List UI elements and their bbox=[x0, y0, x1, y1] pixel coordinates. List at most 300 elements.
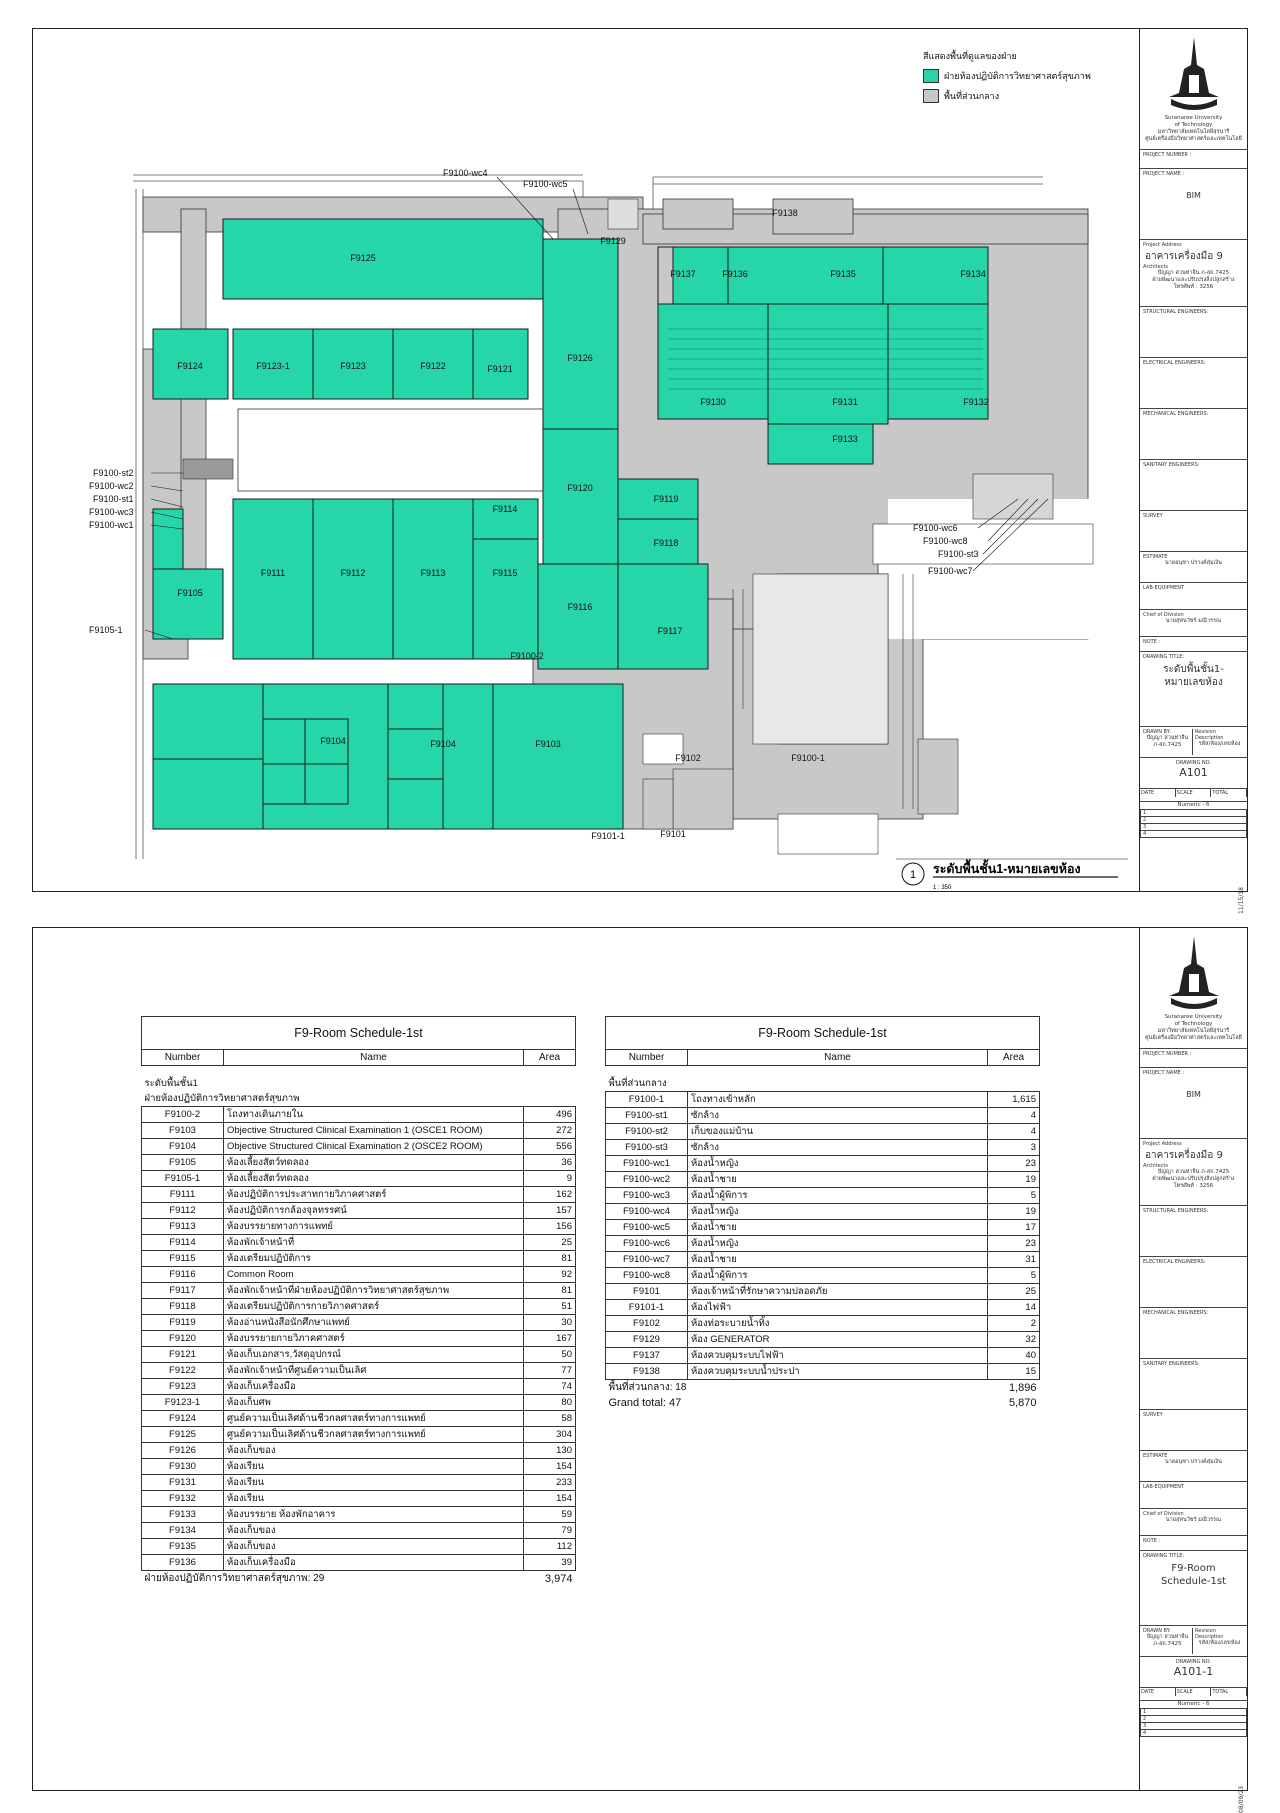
room-area: 79 bbox=[524, 1523, 576, 1539]
table-row bbox=[142, 1411, 576, 1427]
col-name: Name bbox=[688, 1050, 988, 1066]
room-label: F9123 bbox=[340, 361, 366, 371]
table-row bbox=[142, 1123, 576, 1139]
room-area: 36 bbox=[524, 1155, 576, 1171]
structural-label: STRUCTURAL ENGINEERS: bbox=[1143, 1208, 1209, 1214]
group-label: พื้นที่ส่วนกลาง bbox=[608, 1077, 667, 1089]
room-area: 19 bbox=[988, 1172, 1040, 1188]
uni-name-en: Suranaree University bbox=[1164, 1014, 1223, 1020]
table-row bbox=[606, 1332, 1040, 1348]
callout-label: F9100-wc6 bbox=[913, 523, 958, 533]
table-row bbox=[142, 1267, 576, 1283]
room-area: 154 bbox=[524, 1491, 576, 1507]
room-label: F9138 bbox=[772, 208, 798, 218]
room-number: F9100-wc3 bbox=[606, 1188, 688, 1204]
room-label: F9132 bbox=[963, 397, 989, 407]
room-name: เก็บของแม่บ้าน bbox=[688, 1124, 988, 1140]
room-name: ห้องน้ำหญิง bbox=[688, 1236, 988, 1252]
room-number: F9132 bbox=[142, 1491, 224, 1507]
project-number-label: PROJECT NUMBER : bbox=[1143, 152, 1192, 158]
project-name: BIM bbox=[1186, 191, 1201, 200]
room-label: F9124 bbox=[177, 361, 203, 371]
table-row bbox=[606, 1140, 1040, 1156]
table-row bbox=[142, 1235, 576, 1251]
table-row bbox=[142, 1251, 576, 1267]
room-area: 81 bbox=[524, 1251, 576, 1267]
room-number: F9129 bbox=[606, 1332, 688, 1348]
drawing-number: A101-1 bbox=[1173, 1665, 1214, 1678]
table-row bbox=[606, 1188, 1040, 1204]
table-row bbox=[606, 1124, 1040, 1140]
room-number: F9100-st3 bbox=[606, 1140, 688, 1156]
subtotal-label: ฝ่ายห้องปฏิบัติการวิทยาศาสตร์สุขภาพ: 29 bbox=[144, 1572, 325, 1584]
room-area: 3 bbox=[988, 1140, 1040, 1156]
room-number: F9116 bbox=[142, 1267, 224, 1283]
room-area: 130 bbox=[524, 1443, 576, 1459]
room-name: ห้องเลี้ยงสัตว์ทดลอง bbox=[224, 1155, 524, 1171]
room-number: F9101 bbox=[606, 1284, 688, 1300]
room-label: F9105 bbox=[177, 588, 203, 598]
room-name: ห้องควบคุมระบบไฟฟ้า bbox=[688, 1348, 988, 1364]
university-logo bbox=[1140, 928, 1247, 1048]
table-row bbox=[142, 1283, 576, 1299]
project-name-label: PROJECT NAME : bbox=[1143, 1070, 1185, 1076]
room-label: F9118 bbox=[653, 538, 679, 548]
room-name: ห้องไฟฟ้า bbox=[688, 1300, 988, 1316]
callout-label: F9100-wc1 bbox=[89, 520, 134, 530]
callout-label: F9105-1 bbox=[89, 625, 123, 635]
floor-plan-sheet bbox=[32, 28, 1248, 914]
room-name: ห้องพักเจ้าหน้าที่ศูนย์ความเป็นเลิศ bbox=[224, 1363, 524, 1379]
room-area: 5 bbox=[988, 1268, 1040, 1284]
callout-label: F9100-wc7 bbox=[928, 566, 973, 576]
drawing-no-label: DRAWING NO. bbox=[1176, 1659, 1211, 1665]
room-label: F9116 bbox=[567, 602, 593, 612]
view-number: 1 bbox=[909, 869, 917, 881]
room-name: ห้องเก็บเอกสาร,วัสดุอุปกรณ์ bbox=[224, 1347, 524, 1363]
room-area: 233 bbox=[524, 1475, 576, 1491]
room-name: ห้องพักเจ้าหน้าที่ฝ่ายห้องปฏิบัติการวิทยาศาสตร์สุขภาพ bbox=[224, 1283, 524, 1299]
grand-total-label: Grand total: 47 bbox=[608, 1396, 682, 1409]
date-label: DATE bbox=[1140, 1688, 1176, 1696]
table-row bbox=[606, 1156, 1040, 1172]
architect-dept: ฝ่ายพัฒนาและปรับปรุงสิ่งปลูกสร้าง bbox=[1152, 277, 1235, 283]
room-area: 77 bbox=[524, 1363, 576, 1379]
room-name: ศูนย์ความเป็นเลิศด้านชีวกลศาสตร์ทางการแพทย์ bbox=[224, 1427, 524, 1443]
drawing-title-label: DRAWING TITLE: bbox=[1143, 1553, 1185, 1559]
room-number: F9135 bbox=[142, 1539, 224, 1555]
grand-total-value: 5,870 bbox=[1008, 1396, 1037, 1409]
room-label: F9120 bbox=[567, 483, 593, 493]
room-number: F9122 bbox=[142, 1363, 224, 1379]
room-label: F9130 bbox=[700, 397, 726, 407]
table-row bbox=[606, 1204, 1040, 1220]
revision-label: Revision Description bbox=[1195, 729, 1224, 741]
room-area: 9 bbox=[524, 1171, 576, 1187]
numeric-format: Numeric - 6 bbox=[1177, 802, 1210, 808]
room-name: ห้องน้ำชาย bbox=[688, 1252, 988, 1268]
room-name: ห้องท่อระบายน้ำทิ้ง bbox=[688, 1316, 988, 1332]
table-row bbox=[142, 1219, 576, 1235]
room-label: F9121 bbox=[487, 364, 513, 374]
callout-label: F9100-wc3 bbox=[89, 507, 134, 517]
room-label: F9100-1 bbox=[791, 753, 825, 763]
room-number: F9130 bbox=[142, 1459, 224, 1475]
floor-plan-drawing bbox=[33, 29, 1133, 889]
room-area: 80 bbox=[524, 1395, 576, 1411]
room-number: F9100-wc7 bbox=[606, 1252, 688, 1268]
revision: รหัส/ห้อง/เลขห้อง bbox=[1198, 741, 1241, 747]
room-number: F9134 bbox=[142, 1523, 224, 1539]
room-label: F9111 bbox=[260, 568, 286, 578]
room-name: โถงทางเดินภายใน bbox=[224, 1107, 524, 1123]
room-name: Common Room bbox=[224, 1267, 524, 1283]
electrical-label: ELECTRICAL ENGINEERS: bbox=[1143, 1259, 1206, 1265]
room-name: ห้องเก็บเครื่องมือ bbox=[224, 1379, 524, 1395]
room-number: F9102 bbox=[606, 1316, 688, 1332]
sanitary-label: SANITARY ENGINEERS: bbox=[1143, 1361, 1200, 1367]
group-label: ฝ่ายห้องปฏิบัติการวิทยาศาสตร์สุขภาพ bbox=[144, 1092, 300, 1104]
col-number: Number bbox=[142, 1050, 224, 1066]
room-area: 496 bbox=[524, 1107, 576, 1123]
note-label: NOTE : bbox=[1143, 1538, 1161, 1544]
room-number: F9100-wc1 bbox=[606, 1156, 688, 1172]
architects-label: Architects bbox=[1143, 264, 1169, 270]
room-label: F9119 bbox=[653, 494, 679, 504]
col-area: Area bbox=[988, 1050, 1040, 1066]
room-label: F9113 bbox=[420, 568, 446, 578]
room-name: ซักล้าง bbox=[688, 1108, 988, 1124]
room-number: F9118 bbox=[142, 1299, 224, 1315]
table-row bbox=[142, 1379, 576, 1395]
room-label: F9117 bbox=[657, 626, 683, 636]
subtotal-label: พื้นที่ส่วนกลาง: 18 bbox=[608, 1381, 687, 1393]
chief-name: นายสุทนวัชร์ มณีวรรณ bbox=[1165, 618, 1222, 624]
uni-name-th: มหาวิทยาลัยเทคโนโลยีสุรนารี bbox=[1157, 129, 1230, 135]
room-label: F9123-1 bbox=[256, 361, 290, 371]
room-label: F9134 bbox=[960, 269, 986, 279]
subtotal-value: 1,896 bbox=[1008, 1381, 1037, 1394]
table-row bbox=[142, 1507, 576, 1523]
subtotal-value: 3,974 bbox=[544, 1572, 573, 1585]
date-label: DATE bbox=[1140, 789, 1176, 797]
room-area: 167 bbox=[524, 1331, 576, 1347]
room-area: 58 bbox=[524, 1411, 576, 1427]
architect-name: ปัญญา สวนท่าจีน ภ-สถ.7425 bbox=[1157, 270, 1230, 276]
room-name: ห้องเลี้ยงสัตว์ทดลอง bbox=[224, 1171, 524, 1187]
room-label: F9136 bbox=[722, 269, 748, 279]
lab-equipment-label: LAB-EQUIPMENT bbox=[1143, 1484, 1185, 1490]
architect-dept: ฝ่ายพัฒนาและปรับปรุงสิ่งปลูกสร้าง bbox=[1152, 1176, 1235, 1182]
room-area: 31 bbox=[988, 1252, 1040, 1268]
architect-phone: โทรศัพท์ : 3256 bbox=[1173, 1183, 1214, 1189]
drawing-title-label: DRAWING TITLE: bbox=[1143, 654, 1185, 660]
room-number: F9105 bbox=[142, 1155, 224, 1171]
table-row bbox=[142, 1187, 576, 1203]
lab-equipment-label: LAB-EQUIPMENT bbox=[1143, 585, 1185, 591]
project-name: BIM bbox=[1186, 1090, 1201, 1099]
room-name: Objective Structured Clinical Examination 1 (OSCE1 ROOM) bbox=[224, 1123, 524, 1139]
table-row bbox=[606, 1268, 1040, 1284]
project-address-label: Project Address bbox=[1143, 242, 1182, 248]
room-area: 23 bbox=[988, 1236, 1040, 1252]
architect-name: ปัญญา สวนท่าจีน ภ-สถ.7425 bbox=[1157, 1169, 1230, 1175]
sheet-date: 08/09/23 bbox=[1238, 1786, 1245, 1813]
legend-label-lab: ฝ่ายห้องปฏิบัติการวิทยาศาสตร์สุขภาพ bbox=[944, 72, 1091, 82]
table-row bbox=[142, 1139, 576, 1155]
sut-emblem-icon bbox=[1159, 35, 1229, 113]
architect-phone: โทรศัพท์ : 3256 bbox=[1173, 284, 1214, 290]
room-name: ห้องปฏิบัติการกล้องจุลทรรศน์ bbox=[224, 1203, 524, 1219]
table-row bbox=[606, 1284, 1040, 1300]
room-name: ห้องเก็บเครื่องมือ bbox=[224, 1555, 524, 1571]
room-number: F9104 bbox=[142, 1139, 224, 1155]
room-number: F9100-wc8 bbox=[606, 1268, 688, 1284]
revision-table: 1 2 3 4 bbox=[1140, 809, 1247, 838]
table-row bbox=[142, 1555, 576, 1571]
room-name: ศูนย์ความเป็นเลิศด้านชีวกลศาสตร์ทางการแพทย์ bbox=[224, 1411, 524, 1427]
room-number: F9100-wc5 bbox=[606, 1220, 688, 1236]
room-number: F9100-1 bbox=[606, 1092, 688, 1108]
room-number: F9120 bbox=[142, 1331, 224, 1347]
view-scale: 1 : 350 bbox=[933, 885, 952, 889]
room-name: ห้อง GENERATOR bbox=[688, 1332, 988, 1348]
table-row bbox=[606, 1348, 1040, 1364]
room-number: F9124 bbox=[142, 1411, 224, 1427]
table-row bbox=[606, 1316, 1040, 1332]
room-number: F9133 bbox=[142, 1507, 224, 1523]
room-area: 556 bbox=[524, 1139, 576, 1155]
center-name-th: ศูนย์เครื่องมือวิทยาศาสตร์และเทคโนโลยี bbox=[1145, 136, 1242, 142]
room-area: 30 bbox=[524, 1315, 576, 1331]
chief-label: Chief of Division bbox=[1143, 1511, 1184, 1517]
drawing-number: A101 bbox=[1179, 766, 1208, 779]
sheet-date: 11/15/18 bbox=[1238, 887, 1245, 914]
table-row bbox=[142, 1155, 576, 1171]
view-title: ระดับพื้นชั้น1-หมายเลขห้อง bbox=[933, 862, 1081, 876]
electrical-label: ELECTRICAL ENGINEERS: bbox=[1143, 360, 1206, 366]
callout-label: F9100-wc5 bbox=[523, 179, 568, 189]
room-area: 15 bbox=[988, 1364, 1040, 1380]
room-name: ห้องเตรียมปฏิบัติการ bbox=[224, 1251, 524, 1267]
revision: รหัส/ห้อง/เลขห้อง bbox=[1198, 1640, 1241, 1646]
table-row bbox=[142, 1299, 576, 1315]
room-area: 17 bbox=[988, 1220, 1040, 1236]
level-label: ระดับพื้นชั้น1 bbox=[144, 1077, 198, 1089]
table-row bbox=[606, 1092, 1040, 1108]
table-row bbox=[142, 1459, 576, 1475]
room-area: 157 bbox=[524, 1203, 576, 1219]
table-row bbox=[142, 1331, 576, 1347]
callout-label: F9100-wc8 bbox=[923, 536, 968, 546]
room-area: 1,615 bbox=[988, 1092, 1040, 1108]
room-number: F9100-wc6 bbox=[606, 1236, 688, 1252]
uni-name-en: Suranaree University bbox=[1164, 115, 1223, 121]
drawn-by-label: DRAWN BY: bbox=[1143, 1628, 1171, 1634]
room-area: 81 bbox=[524, 1283, 576, 1299]
drawing-title: ระดับพื้นชั้น1- หมายเลขห้อง bbox=[1163, 664, 1224, 688]
room-area: 5 bbox=[988, 1188, 1040, 1204]
table-row bbox=[142, 1315, 576, 1331]
room-area: 4 bbox=[988, 1124, 1040, 1140]
room-number: F9101-1 bbox=[606, 1300, 688, 1316]
callout-label: F9100-st2 bbox=[93, 468, 134, 478]
estimate-label: ESTIMATE bbox=[1143, 1453, 1168, 1459]
drawing-no-label: DRAWING NO. bbox=[1176, 760, 1211, 766]
sanitary-label: SANITARY ENGINEERS: bbox=[1143, 462, 1200, 468]
room-area: 50 bbox=[524, 1347, 576, 1363]
mechanical-label: MECHANICAL ENGINEERS: bbox=[1143, 1310, 1209, 1316]
scale-label: SCALE bbox=[1176, 1688, 1212, 1696]
room-name: ห้องเจ้าหน้าที่รักษาความปลอดภัย bbox=[688, 1284, 988, 1300]
revision-label: Revision Description bbox=[1195, 1628, 1224, 1640]
project-name-label: PROJECT NAME : bbox=[1143, 171, 1185, 177]
table-row bbox=[142, 1427, 576, 1443]
callout-label: F9100-wc2 bbox=[89, 481, 134, 491]
chief-label: Chief of Division bbox=[1143, 612, 1184, 618]
chief-name: นายสุทนวัชร์ มณีวรรณ bbox=[1165, 1517, 1222, 1523]
room-name: ห้องเรียน bbox=[224, 1491, 524, 1507]
room-area: 92 bbox=[524, 1267, 576, 1283]
survey-label: SURVEY bbox=[1143, 513, 1163, 519]
estimate-name: นายอนุชา ปรางค์สุ่มเงิน bbox=[1165, 560, 1222, 566]
drawing-title: F9-Room Schedule-1st bbox=[1160, 1563, 1227, 1587]
university-logo bbox=[1140, 29, 1247, 149]
room-name: ห้องเก็บของ bbox=[224, 1443, 524, 1459]
room-area: 162 bbox=[524, 1187, 576, 1203]
project-address-label: Project Address bbox=[1143, 1141, 1182, 1147]
room-area: 74 bbox=[524, 1379, 576, 1395]
callout-label: F9100-st1 bbox=[93, 494, 134, 504]
room-name: ห้องควบคุมระบบน้ำประปา bbox=[688, 1364, 988, 1380]
table-row bbox=[606, 1108, 1040, 1124]
room-label: F9112 bbox=[340, 568, 366, 578]
room-label: F9137 bbox=[670, 269, 696, 279]
room-area: 112 bbox=[524, 1539, 576, 1555]
drawn-by-label: DRAWN BY: bbox=[1143, 729, 1171, 735]
total-label: TOTAL bbox=[1211, 789, 1247, 797]
room-area: 40 bbox=[988, 1348, 1040, 1364]
room-name: ห้องบรรยาย ห้องพักอาคาร bbox=[224, 1507, 524, 1523]
room-area: 25 bbox=[988, 1284, 1040, 1300]
room-area: 32 bbox=[988, 1332, 1040, 1348]
room-number: F9111 bbox=[142, 1187, 224, 1203]
room-number: F9137 bbox=[606, 1348, 688, 1364]
table-row bbox=[606, 1220, 1040, 1236]
room-area: 39 bbox=[524, 1555, 576, 1571]
revision-table: 1 2 3 4 bbox=[1140, 1708, 1247, 1737]
table-row bbox=[606, 1236, 1040, 1252]
room-name: Objective Structured Clinical Examination 2 (OSCE2 ROOM) bbox=[224, 1139, 524, 1155]
table-row bbox=[142, 1363, 576, 1379]
uni-name-en-2: of Technology bbox=[1174, 122, 1213, 128]
room-label: F9131 bbox=[832, 397, 858, 407]
room-label: F9103 bbox=[535, 739, 561, 749]
table-row bbox=[142, 1491, 576, 1507]
room-name: ห้องเก็บศพ bbox=[224, 1395, 524, 1411]
table-row bbox=[606, 1300, 1040, 1316]
room-number: F9121 bbox=[142, 1347, 224, 1363]
room-number: F9100-wc4 bbox=[606, 1204, 688, 1220]
room-number: F9112 bbox=[142, 1203, 224, 1219]
table-row bbox=[142, 1395, 576, 1411]
room-number: F9131 bbox=[142, 1475, 224, 1491]
room-number: F9123-1 bbox=[142, 1395, 224, 1411]
survey-label: SURVEY bbox=[1143, 1412, 1163, 1418]
room-name: ห้องน้ำผู้พิการ bbox=[688, 1188, 988, 1204]
room-area: 304 bbox=[524, 1427, 576, 1443]
room-name: ห้องบรรยายทางการแพทย์ bbox=[224, 1219, 524, 1235]
room-area: 51 bbox=[524, 1299, 576, 1315]
room-schedule-sheet bbox=[32, 927, 1248, 1813]
estimate-label: ESTIMATE bbox=[1143, 554, 1168, 560]
room-name: ห้องน้ำชาย bbox=[688, 1220, 988, 1236]
room-name: ห้องน้ำหญิง bbox=[688, 1204, 988, 1220]
mechanical-label: MECHANICAL ENGINEERS: bbox=[1143, 411, 1209, 417]
legend-label-common: พื้นที่ส่วนกลาง bbox=[944, 92, 1000, 102]
room-label: F9133 bbox=[832, 434, 858, 444]
table-row bbox=[142, 1539, 576, 1555]
room-number: F9105-1 bbox=[142, 1171, 224, 1187]
room-number: F9100-wc2 bbox=[606, 1172, 688, 1188]
table-row bbox=[142, 1171, 576, 1187]
room-area: 156 bbox=[524, 1219, 576, 1235]
table-row bbox=[142, 1475, 576, 1491]
title-block bbox=[1139, 29, 1247, 914]
room-number: F9126 bbox=[142, 1443, 224, 1459]
schedule-title: F9-Room Schedule-1st bbox=[606, 1017, 1040, 1050]
table-row bbox=[606, 1172, 1040, 1188]
room-area: 14 bbox=[988, 1300, 1040, 1316]
callout-label: F9100-wc4 bbox=[443, 168, 488, 178]
room-name: ห้องน้ำชาย bbox=[688, 1172, 988, 1188]
schedule-rows bbox=[606, 1092, 1040, 1380]
uni-name-en-2: of Technology bbox=[1174, 1021, 1213, 1027]
room-area: 272 bbox=[524, 1123, 576, 1139]
room-number: F9123 bbox=[142, 1379, 224, 1395]
room-number: F9117 bbox=[142, 1283, 224, 1299]
room-label: F9102 bbox=[675, 753, 701, 763]
schedule-title: F9-Room Schedule-1st bbox=[142, 1017, 576, 1050]
table-row bbox=[142, 1443, 576, 1459]
project-address: อาคารเครื่องมือ 9 bbox=[1145, 1150, 1223, 1161]
uni-name-th: มหาวิทยาลัยเทคโนโลยีสุรนารี bbox=[1157, 1028, 1230, 1034]
drawn-by: ปัญญา สวนท่าจีน ภ-สถ.7425 bbox=[1146, 1634, 1189, 1647]
room-number: F9125 bbox=[142, 1427, 224, 1443]
room-label: F9104 bbox=[320, 736, 346, 746]
project-number-label: PROJECT NUMBER : bbox=[1143, 1051, 1192, 1057]
room-number: F9114 bbox=[142, 1235, 224, 1251]
col-number: Number bbox=[606, 1050, 688, 1066]
room-area: 23 bbox=[988, 1156, 1040, 1172]
col-area: Area bbox=[524, 1050, 576, 1066]
room-name: ห้องบรรยายกายวิภาคศาสตร์ bbox=[224, 1331, 524, 1347]
room-number: F9103 bbox=[142, 1123, 224, 1139]
table-row bbox=[142, 1203, 576, 1219]
room-name: ห้องเรียน bbox=[224, 1475, 524, 1491]
room-label: F9122 bbox=[420, 361, 446, 371]
room-number: F9115 bbox=[142, 1251, 224, 1267]
table-row bbox=[142, 1107, 576, 1123]
room-label: F9125 bbox=[350, 253, 376, 263]
room-name: ห้องน้ำหญิง bbox=[688, 1156, 988, 1172]
room-area: 154 bbox=[524, 1459, 576, 1475]
room-schedule-lab bbox=[141, 1016, 576, 1586]
room-area: 59 bbox=[524, 1507, 576, 1523]
room-label: F9114 bbox=[492, 504, 518, 514]
room-schedule-common bbox=[605, 1016, 1040, 1410]
center-name-th: ศูนย์เครื่องมือวิทยาศาสตร์และเทคโนโลยี bbox=[1145, 1035, 1242, 1041]
